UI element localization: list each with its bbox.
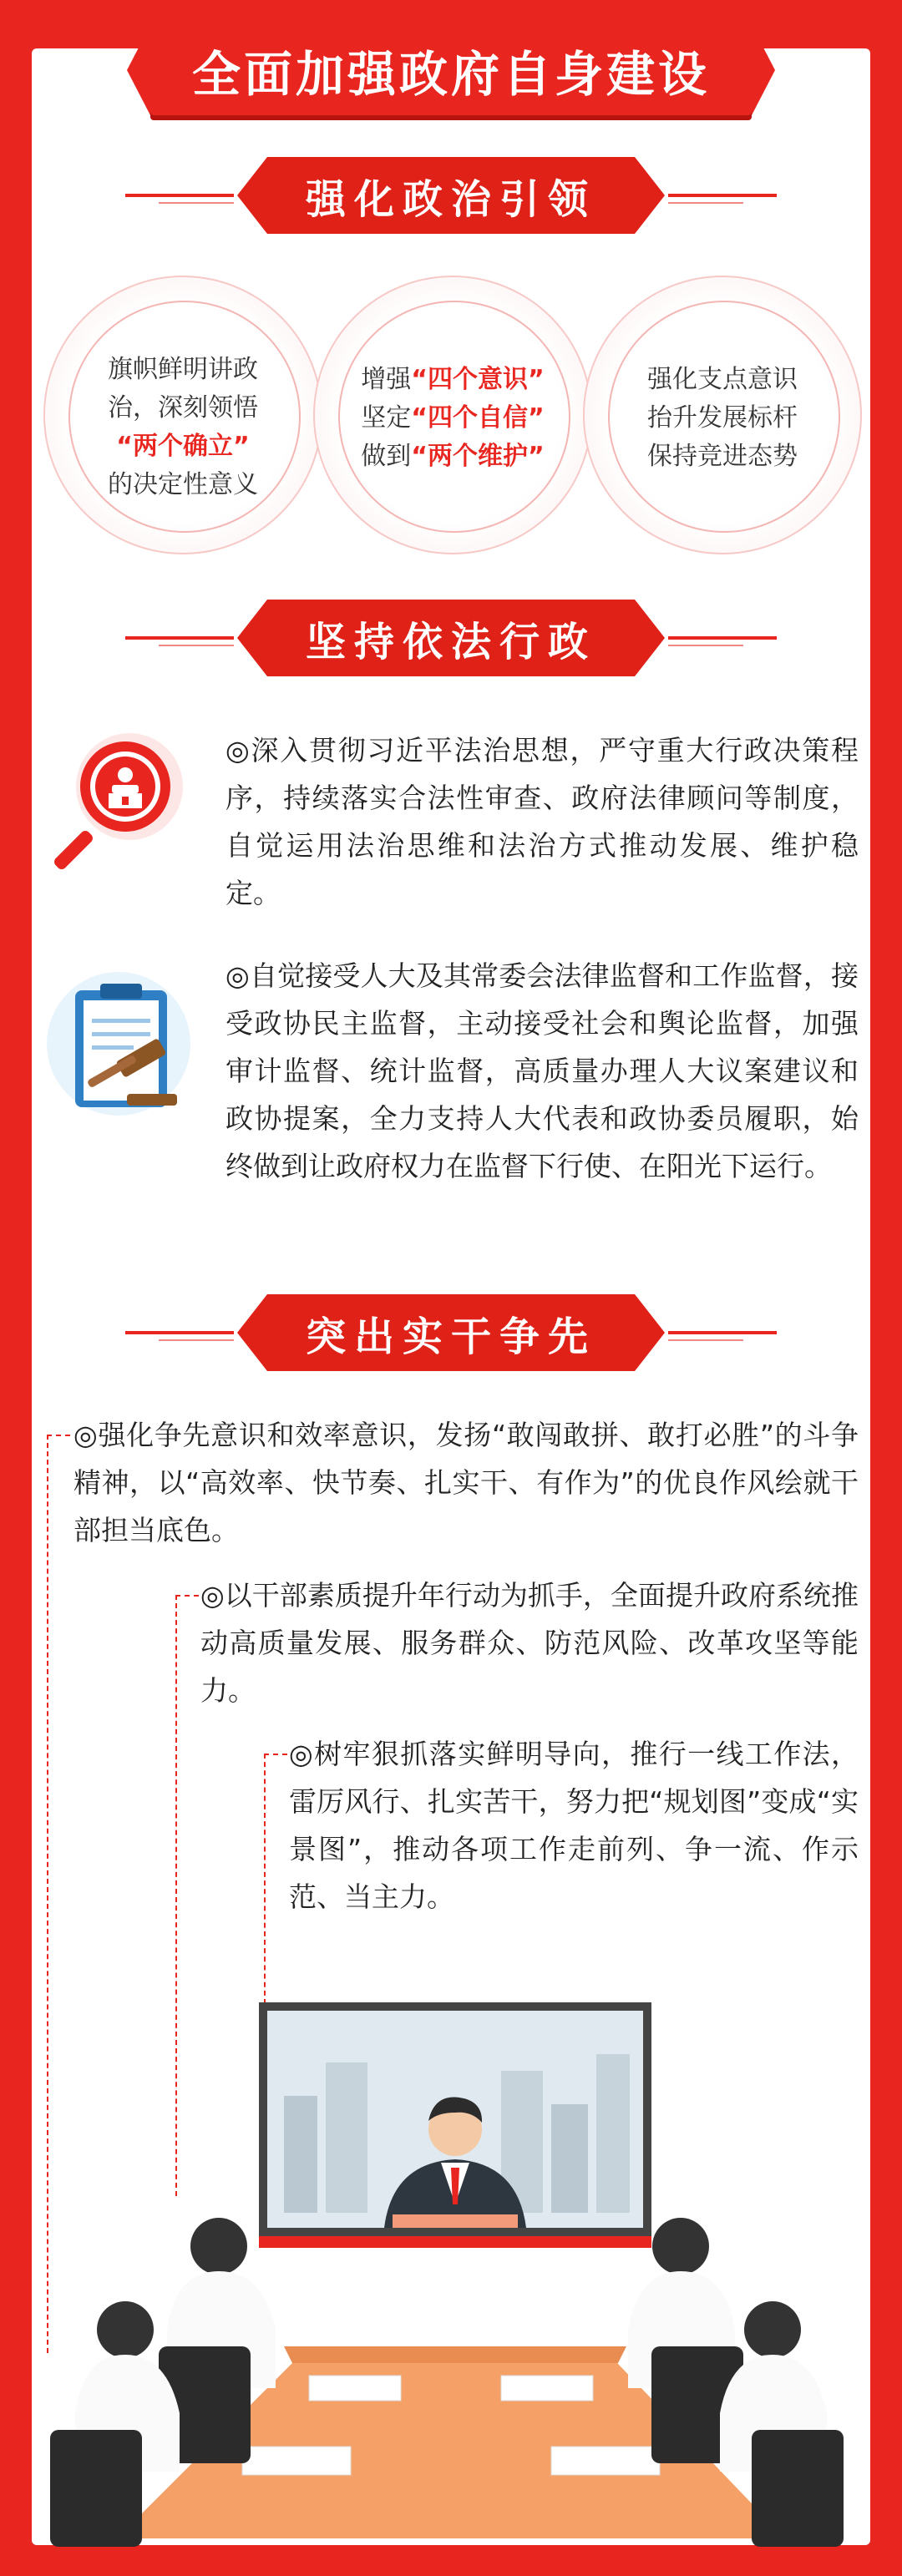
connector-line xyxy=(47,1435,70,1436)
section-title: 突出实干争先 xyxy=(305,1313,596,1360)
paragraph-action-3: ◎树牢狠抓落实鲜明导向，推行一线工作法，雷厉风行、扎实苦干，努力把“规划图”变成“实景图”，推动各项工作走前列、争一流、作示范、当主力。 xyxy=(289,1738,859,1913)
circle-item-1 xyxy=(43,276,322,554)
connector-line xyxy=(264,1754,287,1755)
connector-line xyxy=(175,1595,199,1597)
connector-line xyxy=(264,1754,266,2004)
section-header-law xyxy=(0,600,902,676)
circle-text: 强化支点意识 xyxy=(647,365,798,394)
circle-item-3 xyxy=(583,276,862,554)
section-title: 强化政治引领 xyxy=(305,175,596,223)
circle-text: 抬升发展标杆 xyxy=(647,403,798,433)
circle-text: 旗帜鲜明讲政 xyxy=(108,355,258,384)
circle-highlight: “两个确立” xyxy=(116,432,250,461)
circle-text: 的决定性意义 xyxy=(108,470,258,499)
circle-text: 坚定 xyxy=(361,403,412,433)
circle-text: 治，深刻领悟 xyxy=(108,393,258,423)
circle-item-2 xyxy=(313,276,592,554)
video-meeting-illustration xyxy=(33,1996,869,2550)
circle-highlight: “两个维护” xyxy=(411,442,545,471)
clipboard-gavel-icon xyxy=(35,969,202,1131)
circle-highlight: “四个自信” xyxy=(411,403,545,433)
circle-text: 做到 xyxy=(361,442,412,471)
circle-highlight: “四个意识” xyxy=(411,365,545,394)
paragraph-law-1: ◎深入贯彻习近平法治思想，严守重大行政决策程序，持续落实合法性审查、政府法律顾问等制度，自觉运用法治思维和法治方式推动发展、维护稳定。 xyxy=(226,734,859,909)
section-header-action xyxy=(0,1294,902,1371)
section-header-political xyxy=(0,157,902,234)
magnifier-speaker-icon xyxy=(42,726,192,880)
paragraph-action-1: ◎强化争先意识和效率意识，发扬“敢闯敢拼、敢打必胜”的斗争精神，以“高效率、快节奏、扎实干、有作为”的优良作风绘就干部担当底色。 xyxy=(73,1419,859,1546)
paragraph-law-2: ◎自觉接受人大及其常委会法律监督和工作监督，接受政协民主监督，主动接受社会和舆论监督，加强审计监督、统计监督，高质量办理人大议案建议和政协提案，全力支持人大代表和政协委员履职，始终做到让政府权力在监督下行使、在阳光下运行。 xyxy=(226,959,859,1182)
paragraph-action-2: ◎以干部素质提升年行动为抓手，全面提升政府系统推动高质量发展、服务群众、防范风险、改革攻坚等能力。 xyxy=(200,1579,859,1707)
main-title-banner xyxy=(150,25,752,115)
main-title: 全面加强政府自身建设 xyxy=(191,46,710,103)
circle-text: 保持竞进态势 xyxy=(647,442,798,471)
section-title: 坚持依法行政 xyxy=(305,618,596,666)
circle-text: 增强 xyxy=(361,365,412,394)
